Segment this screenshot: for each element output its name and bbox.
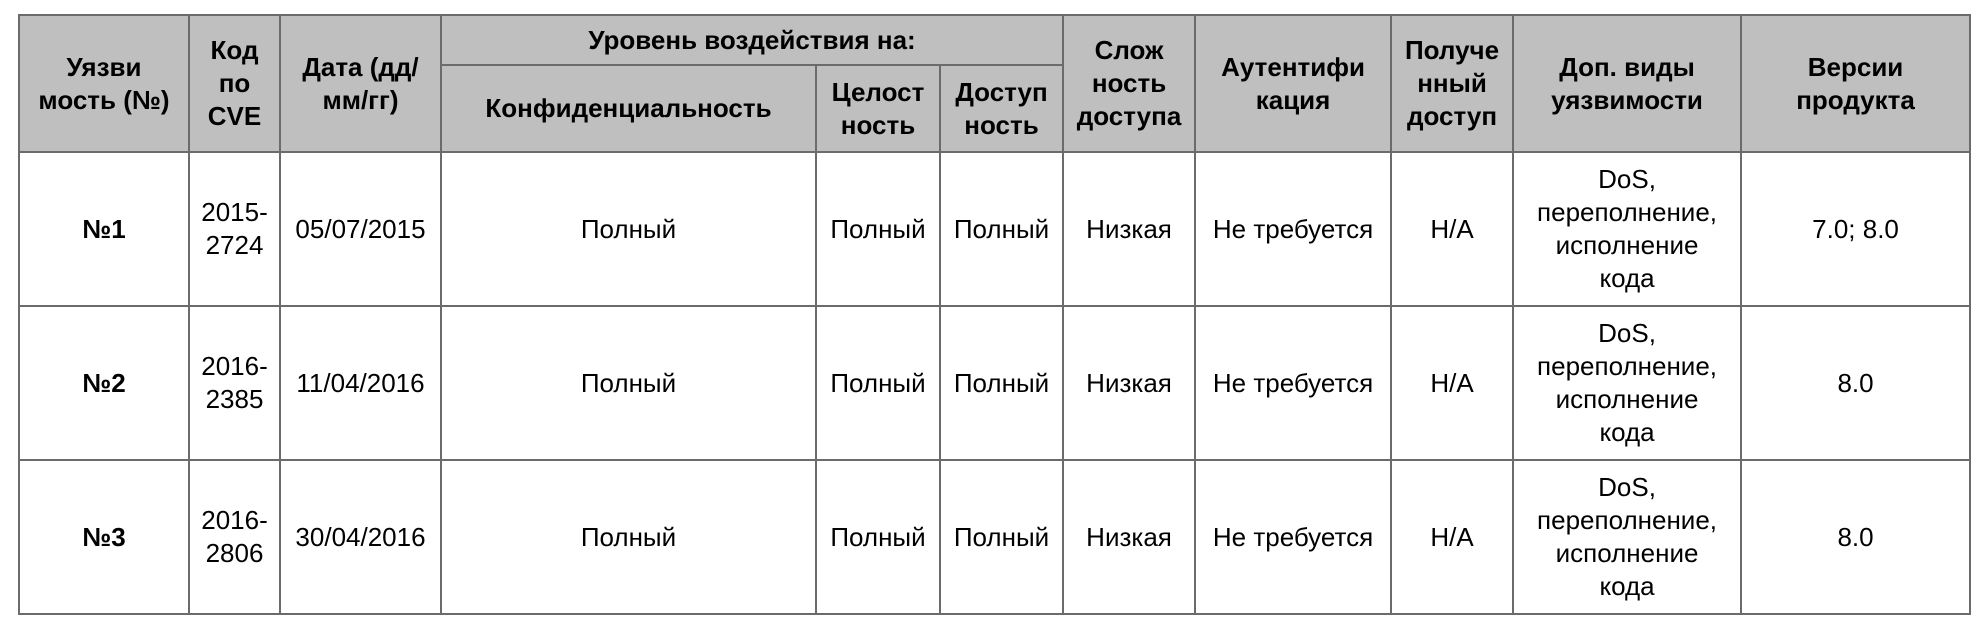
- cell-access: Н/А: [1391, 460, 1513, 614]
- cell-num: №3: [19, 460, 189, 614]
- cell-complexity: Низкая: [1063, 152, 1195, 306]
- table-header: [19, 15, 1970, 152]
- cell-availability: Полный: [940, 152, 1063, 306]
- cell-kinds: DoS, переполнение, исполнение кода: [1513, 460, 1741, 614]
- cell-date: 30/04/2016: [280, 460, 441, 614]
- header-availability: Доступ ность: [940, 65, 1063, 152]
- cell-versions: 8.0: [1741, 460, 1970, 614]
- header-versions: Версии продукта: [1741, 15, 1970, 152]
- header-vuln: Уязви мость (№): [19, 15, 189, 152]
- header-impact-group: Уровень воздействия на:: [441, 15, 1063, 65]
- cell-auth: Не требуется: [1195, 306, 1391, 460]
- vulnerability-table: [18, 14, 1971, 615]
- header-auth: Аутентифи кация: [1195, 15, 1391, 152]
- cell-cve: 2016- 2806: [189, 460, 280, 614]
- header-integrity: Целост ность: [816, 65, 940, 152]
- cell-complexity: Низкая: [1063, 306, 1195, 460]
- cell-confidentiality: Полный: [441, 306, 816, 460]
- cell-integrity: Полный: [816, 306, 940, 460]
- cell-auth: Не требуется: [1195, 152, 1391, 306]
- cell-date: 05/07/2015: [280, 152, 441, 306]
- cell-complexity: Низкая: [1063, 460, 1195, 614]
- cell-auth: Не требуется: [1195, 460, 1391, 614]
- header-cve: Код по CVE: [189, 15, 280, 152]
- cell-integrity: Полный: [816, 152, 940, 306]
- cell-versions: 7.0; 8.0: [1741, 152, 1970, 306]
- cell-access: Н/А: [1391, 152, 1513, 306]
- cell-versions: 8.0: [1741, 306, 1970, 460]
- header-date: Дата (дд/ мм/гг): [280, 15, 441, 152]
- cell-availability: Полный: [940, 306, 1063, 460]
- cell-cve: 2016- 2385: [189, 306, 280, 460]
- table-row: [19, 306, 1970, 460]
- cell-date: 11/04/2016: [280, 306, 441, 460]
- table-row: [19, 460, 1970, 614]
- header-confidentiality: Конфиденциальность: [441, 65, 816, 152]
- cell-kinds: DoS, переполнение, исполнение кода: [1513, 306, 1741, 460]
- table-row: [19, 152, 1970, 306]
- table-body: [19, 152, 1970, 614]
- header-complexity: Слож ность доступа: [1063, 15, 1195, 152]
- cell-confidentiality: Полный: [441, 460, 816, 614]
- cell-integrity: Полный: [816, 460, 940, 614]
- cell-access: Н/А: [1391, 306, 1513, 460]
- cell-availability: Полный: [940, 460, 1063, 614]
- vulnerability-table-wrapper: [18, 14, 1971, 615]
- cell-confidentiality: Полный: [441, 152, 816, 306]
- cell-kinds: DoS, переполнение, исполнение кода: [1513, 152, 1741, 306]
- cell-cve: 2015- 2724: [189, 152, 280, 306]
- header-kinds: Доп. виды уязвимости: [1513, 15, 1741, 152]
- cell-num: №1: [19, 152, 189, 306]
- cell-num: №2: [19, 306, 189, 460]
- header-access: Получе нный доступ: [1391, 15, 1513, 152]
